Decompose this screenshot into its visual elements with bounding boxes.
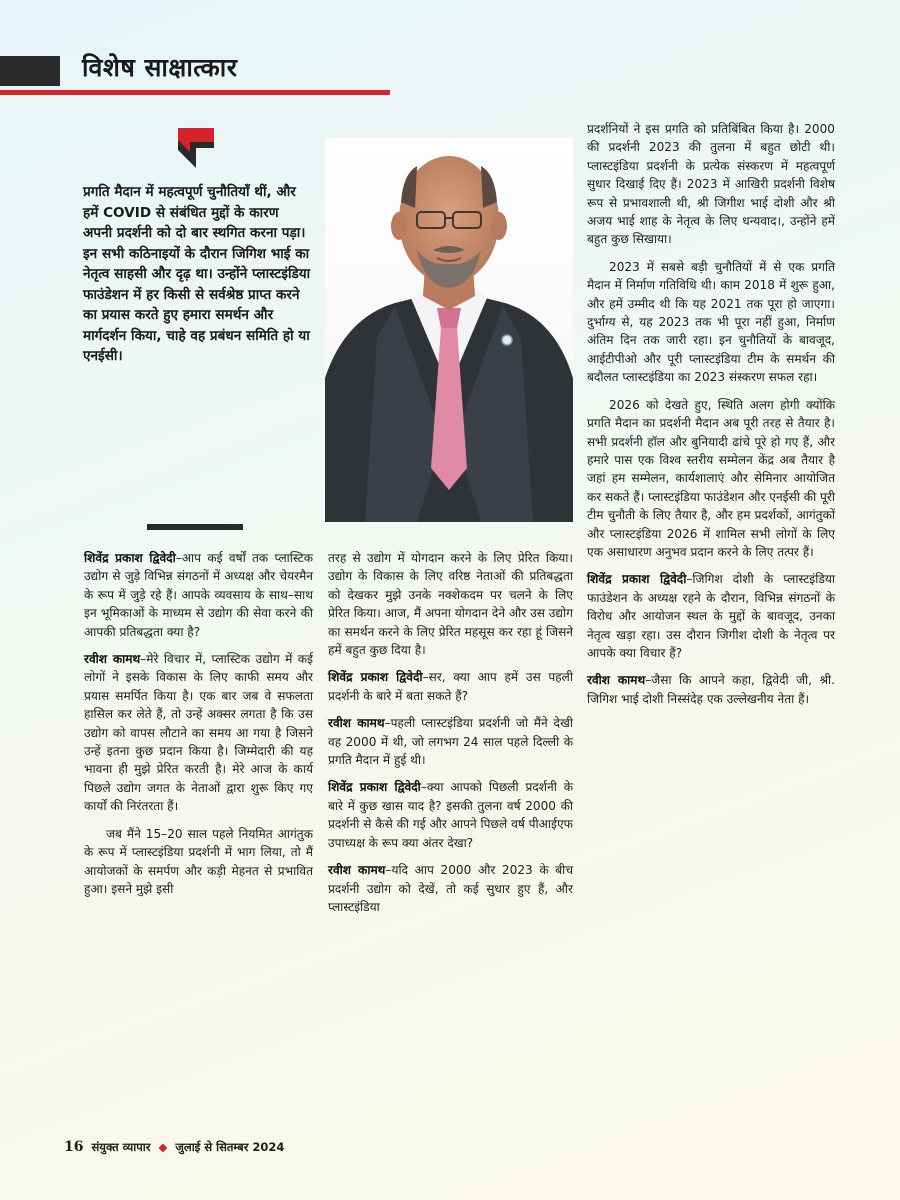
paragraph-text: –जैसा कि आपने कहा, द्विवेदी जी, श्री. जिगिश भाई दोशी निस्संदेह एक उल्लेखनीय नेता हैं। [587,673,835,706]
question-paragraph [84,549,313,641]
paragraph-text: जब मैंने 15–20 साल पहले नियमित आगंतुक के रूप में प्लास्टइंडिया प्रदर्शनी में भाग लिया, तो मैं आयोजकों के समर्पण और कड़ी मेहनत से प्रभावित हुआ। इसने मुझे इसी [84,826,313,896]
paragraph-text: –आप कई वर्षों तक प्लास्टिक उद्योग से जुड़े विभिन्न संगठनों में अध्यक्ष और चेयरमैन के रूप में जुड़े रहे हैं। आपके व्यवसाय के साथ–साथ इन भूमिकाओं के माध्यम से उद्योग की सेवा करने की आपकी प्रतिबद्धता क्या है? [84,551,313,639]
speaker-name: शिवेंद्र प्रकाश द्विवेदी [587,572,687,587]
paragraph-text: –जिगिश दोशी के प्लास्टइंडिया फाउंडेशन के अध्यक्ष रहने के दौरान, विभिन्न संगठनों के विरोध और आयोजन स्थल के मुद्दों के बावजूद, उनका नेतृत्व खड़ा रहा। उस दौरान जिगीश दोशी के नेतृत्व पर आपके क्या विचार हैं? [587,572,835,660]
pull-quote-rule [147,524,243,530]
answer-paragraph [587,120,835,249]
paragraph-text: –सर, क्या आप हमें उस पहली प्रदर्शनी के बारे में बता सकते हैं? [328,670,573,703]
section-header-rule [0,90,390,95]
question-paragraph [587,570,835,662]
article-column-3 [587,120,835,708]
paragraph-text: प्रदर्शनियों ने इस प्रगति को प्रतिबिंबित किया है। 2000 की प्रदर्शनी 2023 की तुलना में बहुत छोटी थी। प्लास्टइंडिया प्रदर्शनी के प्रत्येक संस्करण में महत्वपूर्ण सुधार दिखाई दिए हैं। 2023 में आखिरी प्रदर्शनी विशेष रूप से प्रभावशाली थी, श्री जिगीश भाई दोशी और श्री अजय भाई शाह के नेतृत्व के लिए धन्यवाद।, उन्होंने हमें बहुत कुछ सिखाया। [587,122,835,247]
speaker-name: शिवेंद्र प्रकाश द्विवेदी [328,780,421,795]
section-header-block [0,56,60,86]
diamond-separator-icon: ◆ [158,1140,168,1154]
speaker-name: रवीश कामथ [587,673,646,688]
answer-paragraph [587,671,835,708]
page-number: 16 [64,1139,84,1155]
question-paragraph [328,668,573,705]
speaker-name: रवीश कामथ [328,716,385,731]
paragraph-text: –पहली प्लास्टइंडिया प्रदर्शनी जो मैंने देखी वह 2000 में थी, जो लगभग 24 साल पहले दिल्ली के प्रगति मैदान में हुई थी। [328,716,573,768]
paragraph-text: 2023 में सबसे बड़ी चुनौतियों में से एक प्रगति मैदान में निर्माण गतिविधि थी। काम 2018 में शुरू हुआ, और हमें उम्मीद थी कि यह 2021 तक पूरा हो जाएगा। दुर्भाग्य से, यह 2023 तक भी पूरा नहीं हुआ, निर्माण अंतिम दिन तक जारी रहा। इन चुनौतियों के बावजूद, आईटीपीओ और पूरी प्लास्टइंडिया टीम के समर्थन की बदौलत प्लास्टइंडिया का 2023 संस्करण सफल रहा। [587,259,835,385]
answer-paragraph [587,396,835,562]
quote-mark-icon [176,126,216,170]
answer-paragraph [328,549,573,659]
article-column-1 [84,549,313,898]
answer-paragraph [84,650,313,816]
article-column-2 [328,549,573,916]
section-title: विशेष साक्षात्कार [82,53,238,82]
speaker-name: शिवेंद्र प्रकाश द्विवेदी [84,551,176,565]
speaker-name: शिवेंद्र प्रकाश द्विवेदी [328,670,423,685]
interviewee-portrait [325,138,573,522]
question-paragraph [328,778,573,852]
paragraph-text: –मेरे विचार में, प्लास्टिक उद्योग में कई लोगों ने इसके विकास के लिए काफी समय और प्रयास समर्पित किया है। एक बार जब वे सफलता हासिल कर लेते हैं, तो उन्हें अक्सर लगता है कि उस उद्योग को वापस लौटाने का समय आ गया है जिसने उन्हें इतना कुछ प्रदान किया है। जिम्मेदारी की यह भावना ही मुझे प्रेरित करती है। मेरे आज के कार्य पिछले उद्योग जगत के नेताओं द्वारा शुरू किए गए कार्यों की निरंतरता हैं। [84,652,313,814]
publication-name: संयुक्त व्यापार [91,1140,151,1154]
paragraph-text: तरह से उद्योग में योगदान करने के लिए प्रेरित किया। उद्योग के विकास के लिए वरिष्ठ नेताओं की प्रतिबद्धता को देखकर मुझे उनके नक्शेकदम पर चलने के लिए प्रेरित किया। आज, मैं अपना योगदान देने और उस उद्योग का समर्थन करने के लिए प्रेरित महसूस कर रहा हूं जिसने हमें बहुत कुछ दिया है। [328,551,573,658]
paragraph-text: –यदि आप 2000 और 2023 के बीच प्रदर्शनी उद्योग को देखें, तो कई सुधार हुए हैं, और प्लास्टइंडिया [328,863,573,914]
paragraph-text: –क्या आपको पिछली प्रदर्शनी के बारे में कुछ खास याद है? इसकी तुलना वर्ष 2000 की प्रदर्शनी से कैसे की गई और आपने पिछले वर्ष पीआईएफ उपाध्यक्ष के रूप क्या अंतर देखा? [328,780,573,850]
page-footer [64,1139,284,1155]
issue-date: जुलाई से सितम्बर 2024 [175,1140,285,1154]
answer-paragraph [587,258,835,387]
speaker-name: रवीश कामथ [328,863,386,878]
answer-paragraph [328,714,573,769]
speaker-name: रवीश कामथ [84,652,141,667]
pull-quote: प्रगति मैदान में महत्वपूर्ण चुनौतियाँ थीं, और हमें COVID से संबंधित मुद्दों के कारण अपनी प्रदर्शनी को दो बार स्थगित करना पड़ा। इन सभी कठिनाइयों के दौरान जिगिश भाई का नेतृत्व साहसी और दृढ़ था। उन्होंने प्लास्टइंडिया फाउंडेशन में हर किसी से सर्वश्रेष्ठ प्राप्त करने का प्रयास करते हुए हमारा समर्थन और मार्गदर्शन किया, चाहे वह प्रबंधन समिति हो या एनईसी। [83,184,311,364]
answer-paragraph [328,861,573,916]
paragraph-text: 2026 को देखते हुए, स्थिति अलग होगी क्योंकि प्रगति मैदान का प्रदर्शनी मैदान अब पूरी तरह से तैयार है। सभी प्रदर्शनी हॉल और बुनियादी ढांचे पूरे हो गए हैं, और हमारे पास एक विश्व स्तरीय सम्मेलन केंद्र अब तैयार है जहां हम सम्मेलन, कार्यशालाएं और सेमिनार आयोजित कर सकते हैं। प्लास्टइंडिया फाउंडेशन और एनईसी की पूरी टीम चुनौती के लिए तैयार है, और हम प्रदर्शकों, आगंतुकों और प्लास्टइंडिया 2026 में शामिल सभी लोगों के लिए एक असाधारण अनुभव प्रदान करने के लिए तत्पर हैं। [587,397,835,559]
answer-paragraph [84,825,313,899]
